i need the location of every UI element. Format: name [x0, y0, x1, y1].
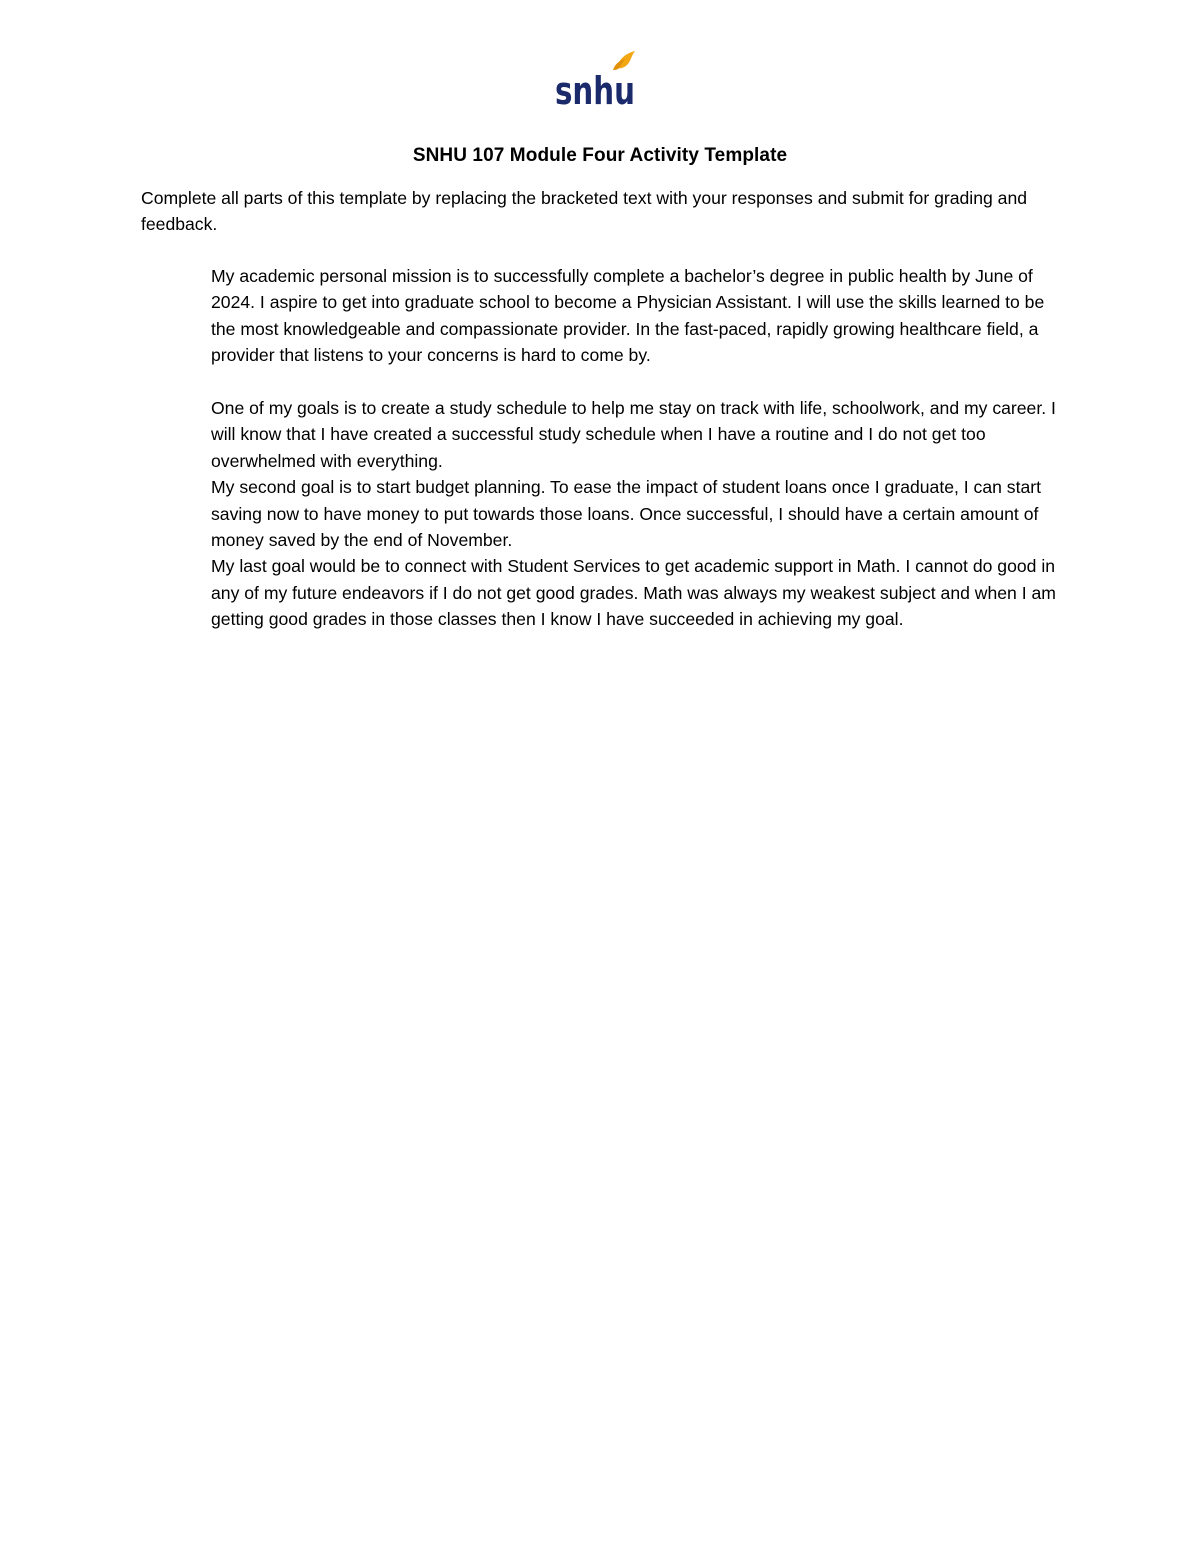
snhu-logo [555, 48, 639, 113]
flame-icon [613, 51, 635, 70]
logo-text: snhu [555, 69, 635, 113]
goal-paragraph: My second goal is to start budget planning. To ease the impact of student loans once I graduate, I can start saving now to have money to put towards those loans. Once successful, I should have a certain amount of money saved by the end of November. [211, 477, 1042, 551]
instructions-text: Complete all parts of this template by replacing the bracketed text with your responses and submit for grading and feedback. [141, 188, 1028, 234]
goal-paragraph: My last goal would be to connect with Student Services to get academic support in Math. I cannot do good in any of my future endeavors if I do not get good grades. Math was always my weakest subject and when I am getting good grades in those classes then I know I have succeeded in achieving my goal. [211, 556, 1056, 630]
document-title: SNHU 107 Module Four Activity Template [412, 145, 788, 166]
mission-paragraph: My academic personal mission is to successfully complete a bachelor’s degree in public health by June of 2024. I aspire to get into graduate school to become a Physician Assistant. I will use the skills learned to be the most knowledgeable and compassionate provider. In the fast-paced, rapidly growing healthcare field, a provider that listens to your concerns is hard to come by. [211, 266, 1045, 366]
goals-section [211, 395, 1071, 633]
goal-paragraph: One of my goals is to create a study schedule to help me stay on track with life, schoolwork, and my career. I will know that I have created a successful study schedule when I have a routine and I do not get too overwhelmed with everything. [211, 398, 1056, 471]
